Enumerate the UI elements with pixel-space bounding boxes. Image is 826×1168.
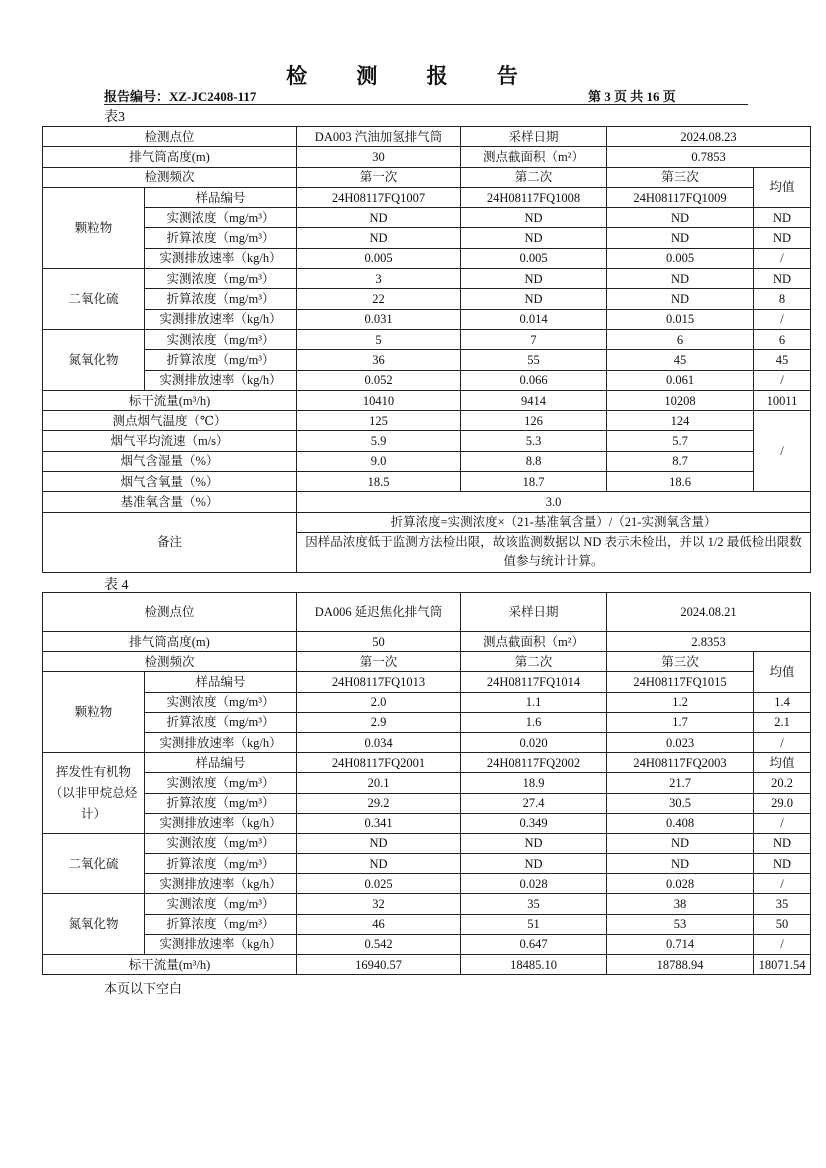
sample-1: 24H08117FQ1007: [297, 187, 461, 207]
row-label: 折算浓度（mg/m³）: [145, 854, 297, 874]
cell: 22: [297, 289, 461, 309]
cell: 32: [297, 894, 461, 914]
group-name: 氮氧化物: [43, 894, 145, 955]
cell: 10208: [607, 390, 754, 410]
avg-cell: 2.1: [754, 712, 811, 732]
row-label: 实测排放速率（kg/h）: [145, 934, 297, 954]
cell: 0.031: [297, 309, 461, 329]
cell: 9.0: [297, 451, 461, 471]
avg-cell: ND: [754, 269, 811, 289]
point-value: DA003 汽油加氢排气筒: [297, 127, 461, 147]
cell: 20.1: [297, 773, 461, 793]
cell: 53: [607, 914, 754, 934]
sample-label: 样品编号: [145, 753, 297, 773]
avg-label: 均值: [754, 753, 811, 773]
sample-3: 24H08117FQ1015: [607, 672, 754, 692]
cell: ND: [607, 289, 754, 309]
cell: 3: [297, 269, 461, 289]
avg-cell: ND: [754, 208, 811, 228]
cell: 0.066: [461, 370, 607, 390]
cell: 46: [297, 914, 461, 934]
table-row: [43, 793, 811, 813]
avg-cell: /: [754, 370, 811, 390]
cell: ND: [297, 854, 461, 874]
table-row: [43, 773, 811, 793]
remark-note: 因样品浓度低于监测方法检出限，故该监测数据以 ND 表示未检出，并以 1/2 最低检出限数值参与统计计算。: [297, 532, 811, 572]
run-3: 第三次: [607, 652, 754, 672]
cell: 0.020: [461, 732, 607, 752]
table-row: [43, 833, 811, 853]
row-label: 实测排放速率（kg/h）: [145, 248, 297, 268]
cell: ND: [461, 833, 607, 853]
row-label: 标干流量(m³/h): [43, 955, 297, 975]
cell: 6: [607, 329, 754, 349]
table-row: [43, 894, 811, 914]
avg-cell: 20.2: [754, 773, 811, 793]
height-value: 50: [297, 632, 461, 652]
cell: 35: [461, 894, 607, 914]
cell: 18485.10: [461, 955, 607, 975]
cell: 5.9: [297, 431, 461, 451]
cell: 0.061: [607, 370, 754, 390]
avg-cell: 6: [754, 329, 811, 349]
avg-cell: ND: [754, 833, 811, 853]
param-row: [43, 472, 811, 492]
row-label: 实测排放速率（kg/h）: [145, 309, 297, 329]
cell: ND: [607, 269, 754, 289]
table-row: [43, 712, 811, 732]
table4: [42, 592, 811, 975]
avg-cell: /: [754, 732, 811, 752]
table-row: [43, 692, 811, 712]
group-name: 二氧化硫: [43, 269, 145, 330]
cell: 1.6: [461, 712, 607, 732]
table-row: [43, 208, 811, 228]
height-value: 30: [297, 147, 461, 167]
avg-cell: /: [754, 874, 811, 894]
point-label: 检测点位: [43, 593, 297, 632]
row-label: 实测浓度（mg/m³）: [145, 269, 297, 289]
row-label: 实测浓度（mg/m³）: [145, 208, 297, 228]
cell: ND: [461, 269, 607, 289]
avg-cell: 1.4: [754, 692, 811, 712]
cell: ND: [297, 208, 461, 228]
cell: ND: [461, 854, 607, 874]
cell: 126: [461, 411, 607, 431]
cell: 8.8: [461, 451, 607, 471]
avg-cell: 50: [754, 914, 811, 934]
table-row: [43, 753, 811, 773]
param-row: [43, 411, 811, 431]
param-row: [43, 451, 811, 471]
row-label: 实测浓度（mg/m³）: [145, 329, 297, 349]
cell: 36: [297, 350, 461, 370]
date-value: 2024.08.21: [607, 593, 811, 632]
cell: 0.005: [297, 248, 461, 268]
area-label: 测点截面积（m²）: [461, 632, 607, 652]
table-row: [43, 289, 811, 309]
avg-cell: 35: [754, 894, 811, 914]
cell: 29.2: [297, 793, 461, 813]
table-row: [43, 269, 811, 289]
cell: 51: [461, 914, 607, 934]
run-1: 第一次: [297, 652, 461, 672]
flow-row: [43, 390, 811, 410]
cell: ND: [607, 208, 754, 228]
avg-cell: /: [754, 813, 811, 833]
date-label: 采样日期: [461, 593, 607, 632]
table-row: [43, 228, 811, 248]
row-label: 实测排放速率（kg/h）: [145, 874, 297, 894]
group-name: 二氧化硫: [43, 833, 145, 894]
row-label: 实测排放速率（kg/h）: [145, 732, 297, 752]
report-number: 报告编号：XZ-JC2408-117: [104, 89, 257, 104]
freq-label: 检测频次: [43, 652, 297, 672]
sample-3: 24H08117FQ2003: [607, 753, 754, 773]
cell: 0.023: [607, 732, 754, 752]
table3: [42, 126, 811, 573]
avg-label: 均值: [754, 652, 811, 692]
sample-2: 24H08117FQ1014: [461, 672, 607, 692]
cell: 0.028: [607, 874, 754, 894]
cell: 18788.94: [607, 955, 754, 975]
remark-label: 备注: [43, 512, 297, 572]
param-row: [43, 431, 811, 451]
cell: ND: [607, 854, 754, 874]
point-value: DA006 延迟焦化排气筒: [297, 593, 461, 632]
run-2: 第二次: [461, 652, 607, 672]
cell: 30.5: [607, 793, 754, 813]
cell: ND: [297, 228, 461, 248]
cell: 0.015: [607, 309, 754, 329]
table-row: [43, 370, 811, 390]
row-label: 折算浓度（mg/m³）: [145, 712, 297, 732]
cell: 45: [607, 350, 754, 370]
run-3: 第三次: [607, 167, 754, 187]
run-1: 第一次: [297, 167, 461, 187]
avg-cell: ND: [754, 854, 811, 874]
cell: 10410: [297, 390, 461, 410]
group-name: 颗粒物: [43, 672, 145, 753]
row-label: 实测排放速率（kg/h）: [145, 370, 297, 390]
table-row: [43, 732, 811, 752]
table-row: [43, 854, 811, 874]
date-value: 2024.08.23: [607, 127, 811, 147]
row-label: 实测浓度（mg/m³）: [145, 894, 297, 914]
avg-cell: /: [754, 309, 811, 329]
cell: 3.0: [297, 492, 811, 512]
table3-caption: 表3: [104, 110, 125, 125]
cell: ND: [461, 228, 607, 248]
cell: 5: [297, 329, 461, 349]
table4-caption: 表 4: [104, 578, 129, 593]
cell: 0.542: [297, 934, 461, 954]
table-row: [43, 329, 811, 349]
group-name: 氮氧化物: [43, 329, 145, 390]
group-name: 颗粒物: [43, 187, 145, 268]
sample-label: 样品编号: [145, 187, 297, 207]
area-value: 0.7853: [607, 147, 811, 167]
cell: 9414: [461, 390, 607, 410]
cell: 1.7: [607, 712, 754, 732]
cell: ND: [607, 833, 754, 853]
sample-1: 24H08117FQ1013: [297, 672, 461, 692]
cell: 55: [461, 350, 607, 370]
sample-2: 24H08117FQ1008: [461, 187, 607, 207]
avg-label: 均值: [754, 167, 811, 208]
cell: ND: [461, 289, 607, 309]
cell: 125: [297, 411, 461, 431]
avg-cell: /: [754, 248, 811, 268]
row-label: 基准氧含量（%）: [43, 492, 297, 512]
cell: 7: [461, 329, 607, 349]
table-row: [43, 914, 811, 934]
flow-row: [43, 955, 811, 975]
cell: 0.341: [297, 813, 461, 833]
table-row: [43, 874, 811, 894]
freq-label: 检测频次: [43, 167, 297, 187]
row-label: 实测排放速率（kg/h）: [145, 813, 297, 833]
cell: ND: [297, 833, 461, 853]
cell: 5.3: [461, 431, 607, 451]
area-label: 测点截面积（m²）: [461, 147, 607, 167]
row-label: 折算浓度（mg/m³）: [145, 914, 297, 934]
point-label: 检测点位: [43, 127, 297, 147]
cell: 1.2: [607, 692, 754, 712]
avg-cell: 10011: [754, 390, 811, 410]
cell: 0.408: [607, 813, 754, 833]
avg-cell: ND: [754, 228, 811, 248]
page-info: 第 3 页 共 16 页: [588, 89, 676, 104]
header-rule: [104, 104, 748, 105]
table-row: [43, 813, 811, 833]
blank-page-note: 本页以下空白: [104, 981, 183, 996]
row-label: 标干流量(m³/h): [43, 390, 297, 410]
sample-label: 样品编号: [145, 672, 297, 692]
cell: 0.647: [461, 934, 607, 954]
table-row: [43, 309, 811, 329]
area-value: 2.8353: [607, 632, 811, 652]
cell: 2.9: [297, 712, 461, 732]
cell: 0.034: [297, 732, 461, 752]
row-label: 烟气含湿量（%）: [43, 451, 297, 471]
cell: 18.9: [461, 773, 607, 793]
avg-cell: 8: [754, 289, 811, 309]
cell: 1.1: [461, 692, 607, 712]
row-label: 测点烟气温度（℃）: [43, 411, 297, 431]
run-2: 第二次: [461, 167, 607, 187]
height-label: 排气筒高度(m): [43, 632, 297, 652]
cell: 0.714: [607, 934, 754, 954]
avg-cell: 45: [754, 350, 811, 370]
ref-o2-row: [43, 492, 811, 512]
group-name: 挥发性有机物（以非甲烷总烃计）: [43, 753, 145, 834]
avg-cell: 29.0: [754, 793, 811, 813]
table-row: [43, 248, 811, 268]
cell: 0.052: [297, 370, 461, 390]
row-label: 折算浓度（mg/m³）: [145, 350, 297, 370]
cell: 21.7: [607, 773, 754, 793]
cell: 0.005: [607, 248, 754, 268]
row-label: 烟气平均流速（m/s）: [43, 431, 297, 451]
cell: ND: [607, 228, 754, 248]
row-label: 实测浓度（mg/m³）: [145, 833, 297, 853]
cell: 8.7: [607, 451, 754, 471]
row-label: 实测浓度（mg/m³）: [145, 692, 297, 712]
cell: 16940.57: [297, 955, 461, 975]
cell: 124: [607, 411, 754, 431]
table-row: [43, 934, 811, 954]
cell: ND: [461, 208, 607, 228]
cell: 0.025: [297, 874, 461, 894]
row-label: 折算浓度（mg/m³）: [145, 793, 297, 813]
sample-3: 24H08117FQ1009: [607, 187, 754, 207]
cell: 27.4: [461, 793, 607, 813]
cell: 18.7: [461, 472, 607, 492]
height-label: 排气筒高度(m): [43, 147, 297, 167]
cell: 0.028: [461, 874, 607, 894]
cell: 0.349: [461, 813, 607, 833]
row-label: 折算浓度（mg/m³）: [145, 228, 297, 248]
sample-1: 24H08117FQ2001: [297, 753, 461, 773]
cell: 18.6: [607, 472, 754, 492]
cell: 2.0: [297, 692, 461, 712]
avg-cell: /: [754, 934, 811, 954]
remark-formula: 折算浓度=实测浓度×（21-基准氧含量）/（21-实测氧含量）: [297, 512, 811, 532]
cell: 5.7: [607, 431, 754, 451]
row-label: 实测浓度（mg/m³）: [145, 773, 297, 793]
avg-cell: /: [754, 411, 811, 492]
sample-2: 24H08117FQ2002: [461, 753, 607, 773]
cell: 0.014: [461, 309, 607, 329]
report-title: 检 测 报 告: [286, 64, 540, 88]
avg-cell: 18071.54: [754, 955, 811, 975]
row-label: 折算浓度（mg/m³）: [145, 289, 297, 309]
date-label: 采样日期: [461, 127, 607, 147]
table-row: [43, 350, 811, 370]
cell: 0.005: [461, 248, 607, 268]
row-label: 烟气含氧量（%）: [43, 472, 297, 492]
cell: 18.5: [297, 472, 461, 492]
cell: 38: [607, 894, 754, 914]
